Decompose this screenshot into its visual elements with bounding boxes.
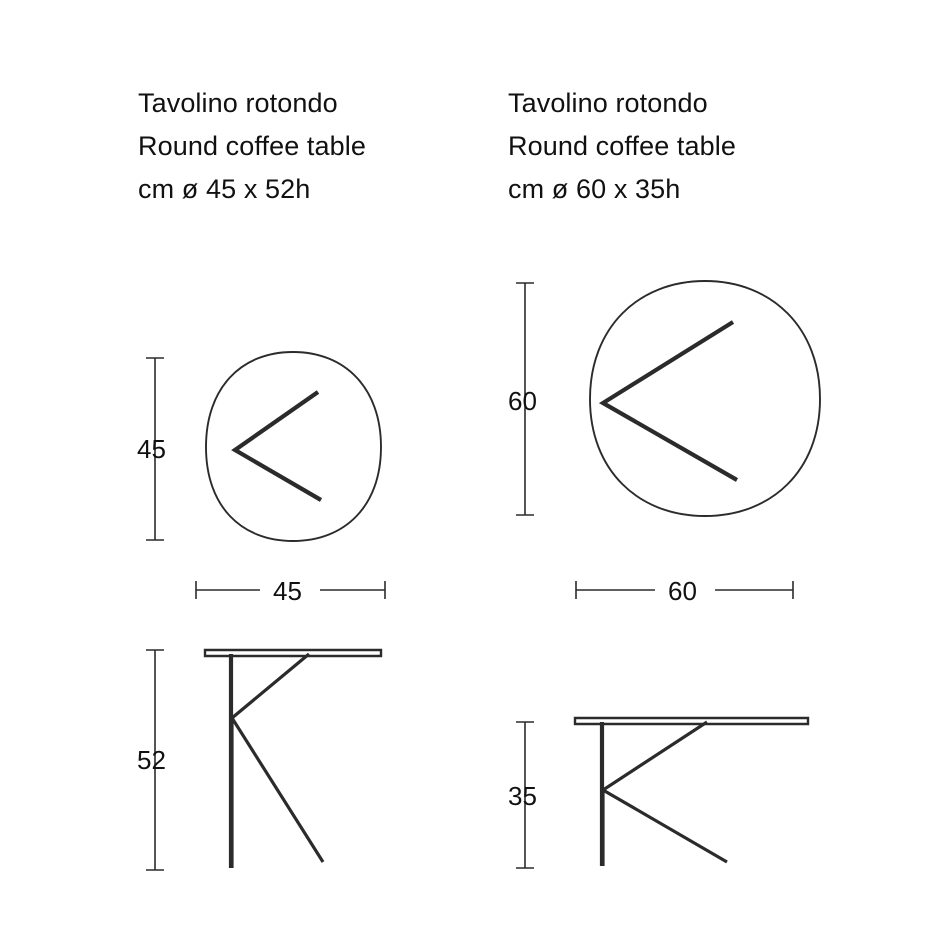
dimension-label-top-horizontal-45: 45 bbox=[273, 576, 302, 606]
product-column-45 bbox=[0, 0, 470, 950]
product-title-it: Tavolino rotondo bbox=[508, 88, 708, 118]
dimension-label-top-vertical-45: 45 bbox=[137, 434, 166, 464]
dimension-label-top-horizontal-60: 60 bbox=[668, 576, 697, 606]
product-title-en: Round coffee table bbox=[138, 131, 366, 161]
dimension-label-top-vertical-60: 60 bbox=[508, 386, 537, 416]
product-title-en: Round coffee table bbox=[508, 131, 736, 161]
product-column-60 bbox=[470, 0, 950, 950]
dimension-label-side-height-52: 52 bbox=[137, 745, 166, 775]
side-view-drawing-35 bbox=[470, 0, 950, 950]
side-view-drawing-52 bbox=[0, 0, 470, 950]
product-dimensions: cm ø 60 x 35h bbox=[508, 174, 681, 204]
product-dimensions: cm ø 45 x 52h bbox=[138, 174, 311, 204]
dimension-label-side-height-35: 35 bbox=[508, 781, 537, 811]
product-title-it: Tavolino rotondo bbox=[138, 88, 338, 118]
